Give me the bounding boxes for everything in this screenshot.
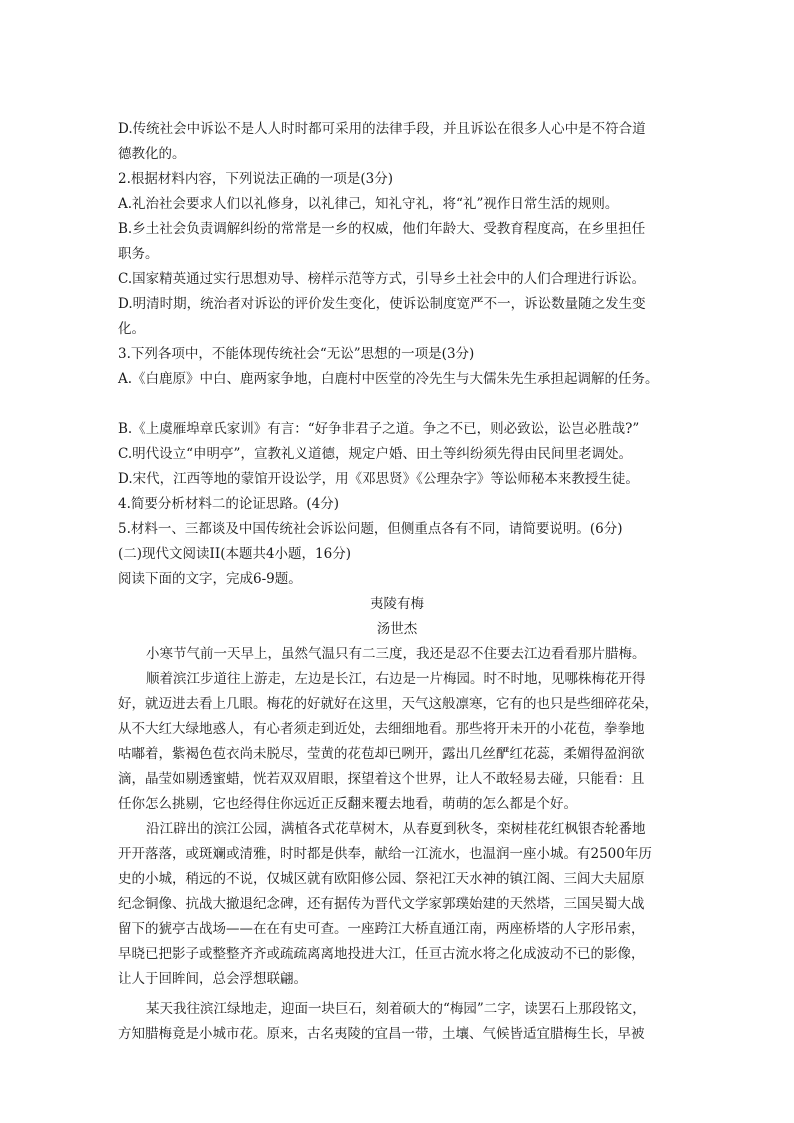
text-line: D.宋代，江西等地的蒙馆开设讼学，用《邓思贤》《公理杂字》等讼师秘本来教授生徒。 [118,471,639,487]
text-line: (二)现代文阅读II(本题共4小题，16分) [118,546,351,562]
text-line: A.《白鹿原》中白、鹿两家争地，白鹿村中医堂的冷先生与大儒朱先生承担起调解的任务。 [118,371,659,387]
text-line: C.国家精英通过实行思想劝导、榜样示范等方式，引导乡土社会中的人们合理进行诉讼。 [118,271,646,287]
text-line: 留下的猇亭古战场——在在有史可查。一座跨江大桥直通江南，两座桥塔的人字形吊索， [118,921,645,937]
text-line: 史的小城，稍远的不说，仅城区就有欧阳修公园、祭祀江天水神的镇江阁、三闾大夫屈原 [118,871,645,887]
text-line: 3.下列各项中，不能体现传统社会“无讼”思想的一项是(3分) [118,346,475,362]
text-line: 化。 [118,321,145,337]
text-line: 咕嘟着，紫褐色苞衣尚未脱尽，莹黄的花苞却已咧开，露出几丝酽红花蕊，柔媚得盈润欲 [118,746,645,762]
text-line: 5.材料一、三都谈及中国传统社会诉讼问题，但侧重点各有不同，请简要说明。(6分) [118,521,623,537]
text-line: 滴，晶莹如剔透蜜蜡，恍若双双眉眼，探望着这个世界，让人不敢轻易去碰，只能看：且 [118,771,645,787]
text-line: 顺着滨江步道往上游走，左边是长江，右边是一片梅园。时不时地，见哪株梅花开得 [146,671,646,687]
text-line: 让人于回眸间，总会浮想联翩。 [118,971,307,987]
text-line: D.明清时期，统治者对诉讼的评价发生变化，使诉讼制度宽严不一，诉讼数量随之发生变 [118,296,646,312]
text-line: 4.简要分析材料二的论证思路。(4分) [118,496,340,512]
text-line: 沿江辟出的滨江公园，满植各式花草树木，从春夏到秋冬，栾树桂花红枫银杏轮番地 [146,821,646,837]
text-line: B.乡土社会负责调解纠纷的常常是一乡的权威，他们年龄大、受教育程度高，在乡里担任 [118,221,646,237]
heading-line: 汤世杰 [376,621,418,637]
text-line: 纪念铜像、抗战大撤退纪念碑，还有据传为晋代文学家郭璞始建的天然塔，三国吴蜀大战 [118,896,645,912]
text-line: 开开落落，或斑斓或清雅，时时都是供奉，献给一江流水，也温润一座小城。有2500年历 [118,846,652,862]
text-line: D.传统社会中诉讼不是人人时时都可采用的法律手段，并且诉讼在很多人心中是不符合道 [118,121,646,137]
text-line: 方知腊梅竟是小城市花。原来，古名夷陵的宜昌一带，土壤、气候皆适宜腊梅生长，早被 [118,1026,645,1042]
text-line: 2.根据材料内容，下列说法正确的一项是(3分) [118,171,394,187]
text-line: B.《上虞雁埠章氏家训》有言：“好争非君子之道。争之不已，则必致讼，讼岂必胜哉?” [118,421,640,437]
text-line: 早晓已把影子或整整齐齐或疏疏离离地投进大江，任亘古流水将之化成波动不已的影像， [118,946,645,962]
text-line: A.礼治社会要求人们以礼修身，以礼律己，知礼守礼，将“礼”视作日常生活的规则。 [118,196,619,212]
text-line: C.明代设立“申明亭”，宣教礼义道德，规定户婚、田土等纠纷须先得由民间里老调处。 [118,446,632,462]
text-line: 德教化的。 [118,146,186,162]
heading-line: 夷陵有梅 [370,596,424,612]
text-line: 任你怎么挑剔，它也经得住你远近正反翻来覆去地看，萌萌的怎么都是个好。 [118,796,577,812]
text-line: 阅读下面的文字，完成6-9题。 [118,571,302,587]
text-line: 从不大红大绿地惑人，有心者须走到近处，去细细地看。那些将开未开的小花苞，拳拳地 [118,721,645,737]
text-line: 好，就迈进去看上几眼。梅花的好就好在这里，天气这般凛寒，它有的也只是些细碎花朵， [118,696,658,712]
text-line: 某天我往滨江绿地走，迎面一块巨石，刻着硕大的“梅园”二字，读罢石上那段铭文， [146,1001,646,1017]
text-line: 小寒节气前一天早上，虽然气温只有二三度，我还是忍不住要去江边看看那片腊梅。 [146,646,646,662]
text-line: 职务。 [118,246,159,262]
